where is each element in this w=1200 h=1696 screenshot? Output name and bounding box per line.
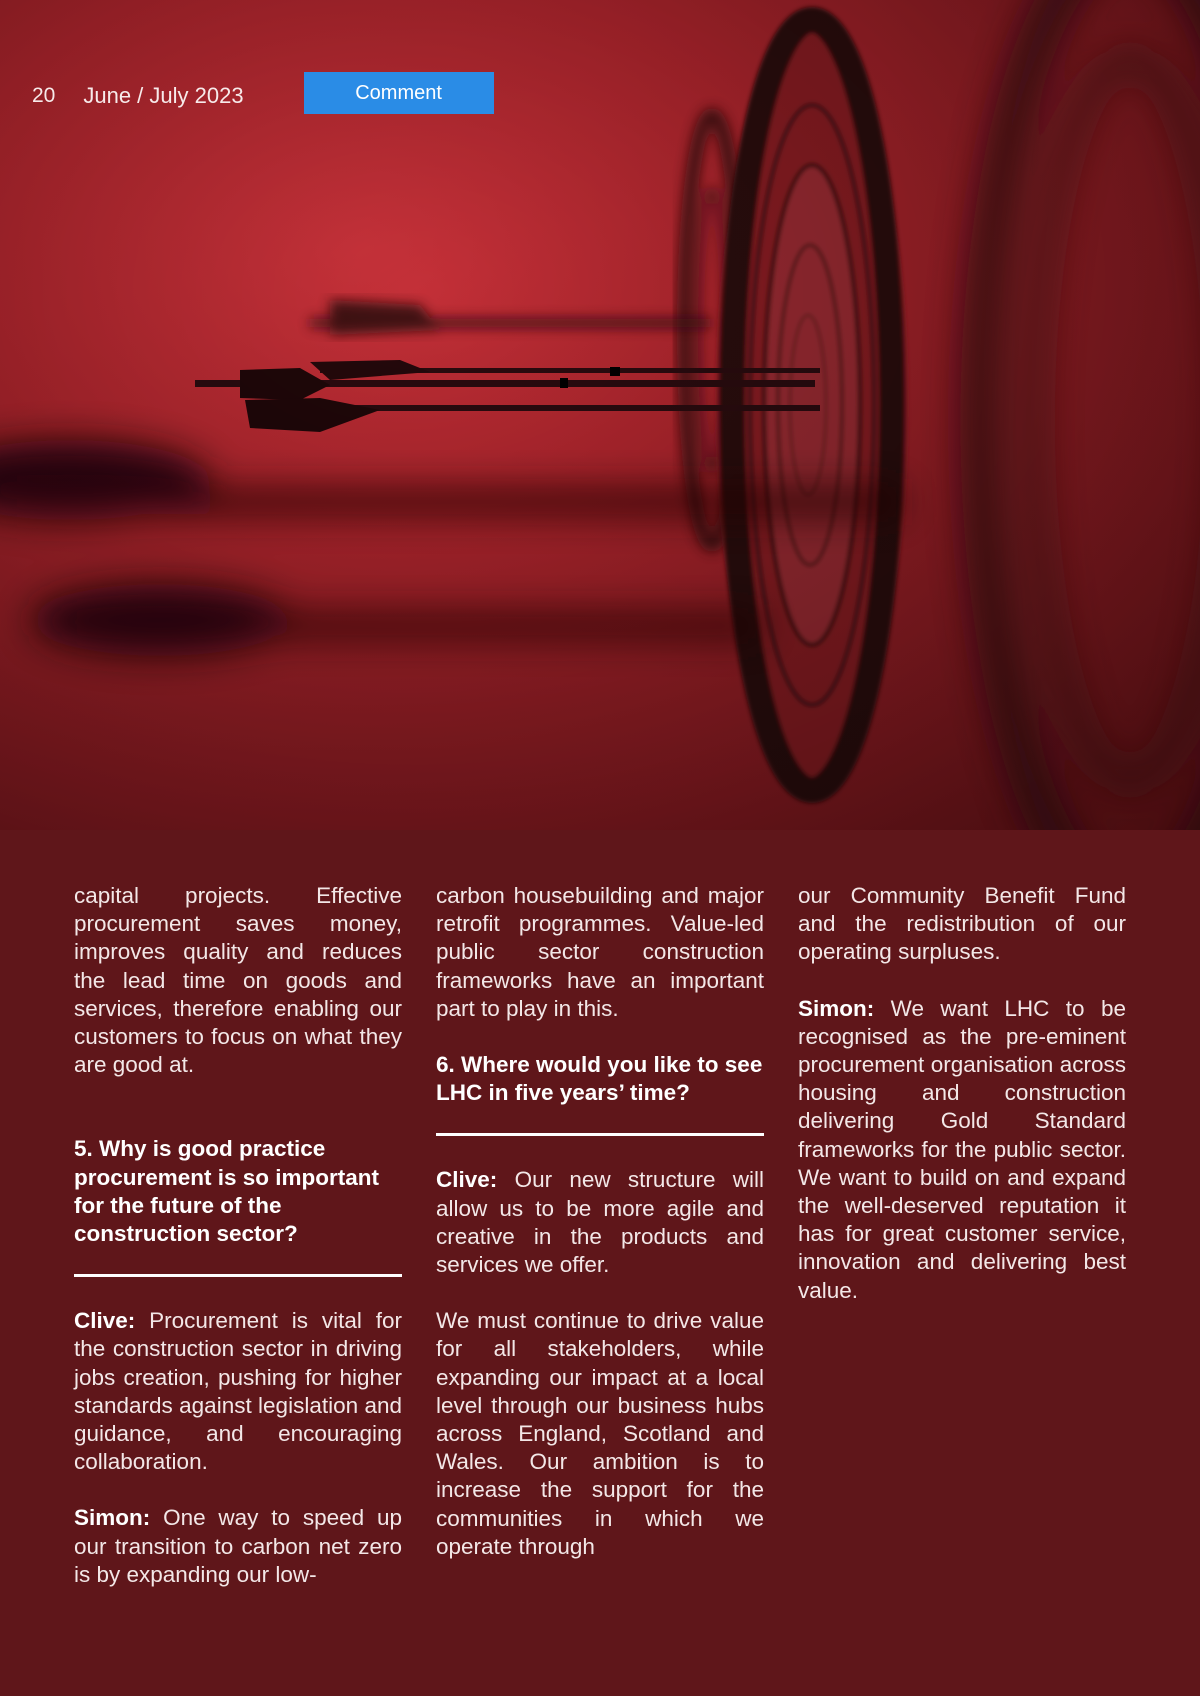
speaker-name: Simon: (798, 995, 875, 1021)
article-paragraph: carbon housebuilding and major retrofit programmes. Value-led public sector construction frameworks have an important part to play in this. (436, 883, 764, 1021)
speaker-name: Clive: (436, 1167, 498, 1193)
article-paragraph: We must continue to drive value for all stakeholders, while expanding our impact at a local level through our business hubs across England, Scotland and Wales. Our ambition is to increase the support for the communities in which we operate through (436, 1308, 764, 1559)
article-column-2 (436, 882, 764, 1617)
divider (436, 1133, 764, 1136)
page-number: 20 (32, 84, 56, 107)
archery-target-illustration (0, 0, 1200, 830)
article-paragraph: our Community Benefit Fund and the redistribution of our operating surpluses. (798, 883, 1126, 965)
article-column-3 (798, 882, 1126, 1617)
answer-text: Our new structure will allow us to be more agile and creative in the products and services we offer. (436, 1167, 764, 1278)
answer-text: One way to speed up our transition to carbon net zero is by expanding our low- (74, 1505, 402, 1587)
article-paragraph: capital projects. Effective procurement saves money, improves quality and reduces the lead time on goods and services, therefore enabling our customers to focus on what they are good at. (74, 883, 402, 1078)
article-paragraph (436, 1166, 764, 1279)
page-header (32, 78, 494, 114)
article-paragraph (74, 1307, 402, 1476)
speaker-name: Simon: (74, 1505, 151, 1531)
hero-image-archery-target (0, 0, 1200, 830)
spacer (74, 1107, 402, 1135)
issue-date: June / July 2023 (83, 83, 244, 108)
article-column-1 (74, 882, 402, 1617)
article-columns (74, 882, 1126, 1617)
section-tag-comment: Comment (304, 72, 494, 114)
answer-text: Procurement is vital for the construction sector in driving jobs creation, pushing for higher standards against legislation and guidance, and encouraging collaboration. (74, 1308, 402, 1475)
speaker-name: Clive: (74, 1308, 136, 1334)
divider (74, 1274, 402, 1277)
answer-text: We want LHC to be recognised as the pre-eminent procurement organisation across housing and construction delivering Gold Standard frameworks for the public sector. We want to build on and expand the well-deserved reputation it has for great customer service, innovation and delivering best value. (798, 995, 1126, 1303)
article-paragraph (798, 995, 1126, 1305)
question-heading-6: 6. Where would you like to see LHC in five years’ time? (436, 1052, 763, 1106)
article-paragraph (74, 1504, 402, 1589)
question-heading-5: 5. Why is good practice procurement is so important for the future of the construction sector? (74, 1136, 380, 1247)
